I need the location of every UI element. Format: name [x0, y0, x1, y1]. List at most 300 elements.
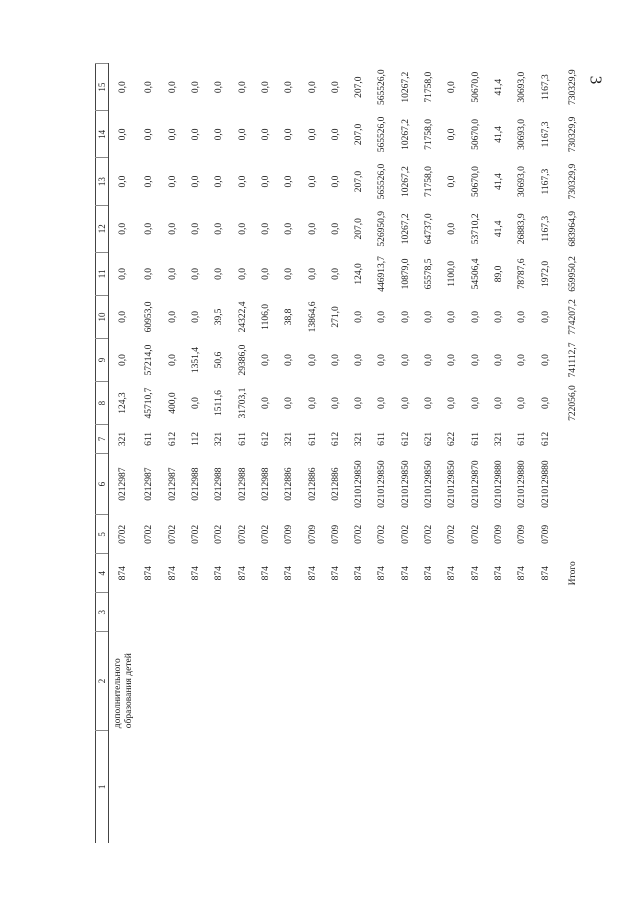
total-cell [557, 593, 585, 632]
table-cell: 0,0 [330, 397, 341, 409]
table-cell: 50,6 [214, 351, 225, 369]
table-cell: 0,0 [307, 128, 318, 141]
table-cell: 0210129880 [540, 460, 551, 508]
total-cell: 659950,2 [568, 256, 579, 292]
table-cell [441, 632, 464, 730]
table-cell: 0,0 [260, 222, 271, 235]
table-cell: 612 [167, 431, 178, 447]
table-cell: 10267,2 [400, 213, 411, 245]
table-cell: 0,0 [377, 397, 388, 409]
table-cell: 71758,0 [424, 118, 435, 150]
table-cell [231, 632, 254, 730]
table-cell: 1972,0 [540, 260, 551, 287]
table-cell: 0,0 [167, 128, 178, 141]
table-cell: 50670,0 [470, 118, 481, 150]
table-row [441, 64, 464, 844]
table-cell: 0,0 [167, 354, 178, 366]
column-header-6: 6 [96, 453, 109, 515]
table-cell [441, 593, 464, 632]
table-cell: 0,0 [237, 81, 248, 94]
table-cell: 0,0 [307, 354, 318, 366]
table-cell [231, 730, 254, 843]
page-number: 3 [586, 75, 606, 85]
table-cell: 0,0 [284, 354, 295, 366]
table-cell: 0,0 [354, 397, 365, 409]
table-cell: 0212987 [167, 467, 178, 501]
table-row [301, 64, 324, 844]
table-cell: 0212988 [190, 467, 201, 501]
table-cell: 0,0 [167, 267, 178, 280]
table-cell: 0,0 [144, 267, 155, 280]
table-cell: 0702 [470, 524, 481, 544]
table-cell: 0709 [284, 524, 295, 544]
table-cell [511, 632, 534, 730]
table-cell: 611 [470, 432, 481, 446]
table-cell: 321 [118, 431, 129, 447]
table-cell: 0,0 [517, 354, 528, 366]
table-cell [347, 593, 370, 632]
table-cell: 0702 [400, 524, 411, 544]
table-cell: 0,0 [494, 397, 504, 409]
column-header-14: 14 [96, 111, 109, 158]
table-cell [301, 593, 324, 632]
table-cell: 0,0 [260, 128, 271, 141]
table-cell: 874 [400, 566, 411, 581]
table-cell: 874 [517, 566, 528, 581]
table-cell: 0702 [167, 524, 178, 544]
table-cell: 612 [330, 431, 341, 447]
table-cell: 0212987 [118, 467, 129, 501]
table-cell: 621 [424, 431, 435, 447]
table-cell: 874 [284, 566, 295, 581]
table-cell [208, 730, 231, 843]
table-cell: 874 [377, 566, 388, 581]
table-cell [208, 593, 231, 632]
table-cell: 10267,2 [400, 118, 411, 150]
table-cell: 0702 [118, 524, 129, 544]
table-cell: 0,0 [330, 267, 341, 280]
table-cell: 271,0 [330, 306, 341, 328]
table-cell: 874 [190, 566, 201, 581]
table-cell: 1100,0 [447, 260, 458, 287]
table-cell: 0702 [447, 524, 458, 544]
table-cell: 0,0 [307, 175, 318, 188]
table-cell: 321 [494, 431, 504, 447]
table-cell: 321 [214, 431, 225, 447]
table-cell: 0,0 [307, 397, 318, 409]
table-cell: 0,0 [284, 81, 295, 94]
table-cell [534, 593, 557, 632]
table-cell: 0,0 [237, 128, 248, 141]
table-cell [254, 593, 277, 632]
table-cell: 0,0 [424, 397, 435, 409]
table-cell: 1106,0 [260, 304, 271, 330]
table-cell: 0,0 [260, 354, 271, 366]
total-label: Итого [568, 561, 579, 586]
table-cell: 0,0 [260, 175, 271, 188]
table-cell: 0,0 [190, 397, 201, 409]
table-cell: 0,0 [237, 175, 248, 188]
table-row [347, 64, 370, 844]
table-cell: 38,8 [284, 308, 295, 326]
table-cell: 39,5 [214, 308, 225, 326]
table-cell: 53710,2 [470, 213, 481, 245]
table-cell: 874 [470, 566, 481, 581]
table-cell: 0,0 [447, 128, 458, 141]
table-cell: 0,0 [144, 128, 155, 141]
table-cell [394, 593, 417, 632]
table-cell: 0,0 [118, 311, 129, 323]
table-cell: 0,0 [190, 175, 201, 188]
table-cell [278, 730, 301, 843]
table-cell: 0210129850 [447, 460, 458, 508]
table-cell: 611 [144, 432, 155, 446]
table-cell: 41,4 [494, 173, 504, 190]
total-cell [557, 453, 585, 515]
table-cell: 0,0 [540, 354, 551, 366]
table-cell: 0,0 [354, 354, 365, 366]
table-cell [161, 632, 184, 730]
table-cell [109, 593, 138, 632]
table-row [394, 64, 417, 844]
column-header-7: 7 [96, 425, 109, 454]
column-header-11: 11 [96, 252, 109, 295]
table-cell [184, 593, 207, 632]
column-header-8: 8 [96, 382, 109, 425]
table-cell: 64737,0 [424, 213, 435, 245]
table-cell: 0702 [377, 524, 388, 544]
table-row [278, 64, 301, 844]
table-row [254, 64, 277, 844]
table-cell: 1351,4 [190, 346, 201, 374]
table-cell: 1167,3 [540, 168, 551, 195]
table-cell: 26883,9 [517, 213, 528, 245]
table-cell: 0,0 [377, 311, 388, 323]
table-cell [511, 593, 534, 632]
table-cell: 0,0 [400, 354, 411, 366]
table-cell: 0,0 [330, 81, 341, 94]
table-cell: 0,0 [118, 81, 129, 94]
table-cell: 1167,3 [540, 74, 551, 101]
table-cell: 60953,0 [144, 301, 155, 333]
table-cell: 0,0 [307, 81, 318, 94]
table-cell: 112 [190, 432, 201, 446]
table-cell [231, 593, 254, 632]
table-cell: 874 [118, 566, 129, 581]
table-cell: 0,0 [424, 354, 435, 366]
table-cell: 1511,6 [214, 390, 225, 416]
table-cell: 0212988 [260, 467, 271, 501]
table-row [511, 64, 534, 844]
table-cell: 400,0 [167, 392, 178, 414]
table-cell: 874 [144, 566, 155, 581]
table-cell: 0212886 [284, 467, 295, 501]
table-cell: 0,0 [400, 311, 411, 323]
table-cell: 0709 [307, 524, 318, 544]
table-cell: 0,0 [144, 81, 155, 94]
table-cell: 78787,6 [517, 258, 528, 290]
table-cell: 611 [517, 432, 528, 446]
table-cell: 0212987 [144, 467, 155, 501]
table-cell: 611 [377, 432, 388, 446]
table-cell: 124,0 [354, 263, 365, 285]
table-cell: 874 [494, 566, 504, 581]
table-cell: 0,0 [517, 311, 528, 323]
table-cell [417, 593, 440, 632]
table-cell: 0,0 [214, 175, 225, 188]
table-cell: 0,0 [118, 267, 129, 280]
table-cell [138, 632, 161, 730]
total-cell: 730329,9 [568, 116, 579, 153]
table-cell: 41,4 [494, 220, 504, 238]
table-cell: 0702 [260, 524, 271, 544]
table-cell [184, 632, 207, 730]
table-cell [394, 730, 417, 843]
table-cell: 0,0 [214, 267, 225, 280]
table-cell: 0,0 [284, 222, 295, 235]
table-cell: 0,0 [214, 128, 225, 141]
table-header-row [96, 64, 109, 844]
table-cell [511, 730, 534, 843]
table-cell [417, 632, 440, 730]
total-cell [557, 515, 585, 554]
total-cell: 730329,9 [568, 163, 579, 200]
table-cell [278, 632, 301, 730]
table-cell: 0212988 [214, 467, 225, 501]
table-row [417, 64, 440, 844]
table-cell: 0709 [330, 524, 341, 544]
table-cell: 0,0 [307, 267, 318, 280]
table-cell: 0210129850 [377, 460, 388, 508]
table-cell: 54506,4 [470, 258, 481, 290]
table-cell: 30693,0 [517, 71, 528, 103]
column-header-12: 12 [96, 205, 109, 252]
table-cell: 0,0 [118, 128, 129, 141]
total-cell: 741112,7 [568, 342, 579, 378]
table-row [487, 64, 510, 844]
table-cell: 0,0 [424, 311, 435, 323]
table-row [138, 64, 161, 844]
table-cell [301, 632, 324, 730]
table-cell: 0702 [144, 524, 155, 544]
table-cell: 0,0 [260, 267, 271, 280]
column-header-3: 3 [96, 593, 109, 632]
table-row [371, 64, 394, 844]
total-cell: 683964,9 [568, 210, 579, 247]
table-cell [371, 593, 394, 632]
table-row [464, 64, 487, 844]
table-cell: 0,0 [260, 397, 271, 409]
table-cell: 874 [237, 566, 248, 581]
table-cell: 207,0 [354, 123, 365, 146]
total-cell: 722056,0 [568, 385, 579, 421]
table-cell: 0,0 [237, 267, 248, 280]
table-cell: 0212988 [237, 467, 248, 501]
table-cell: 0,0 [118, 175, 129, 188]
total-cell [557, 425, 585, 454]
table-cell: 0,0 [447, 222, 458, 235]
table-cell: 0,0 [190, 311, 201, 323]
table-cell: 0,0 [447, 397, 458, 409]
table-cell: 0,0 [330, 128, 341, 141]
table-cell: 0,0 [144, 175, 155, 188]
table-cell [534, 632, 557, 730]
column-header-5: 5 [96, 515, 109, 554]
table-cell [464, 593, 487, 632]
table-cell: 0,0 [190, 81, 201, 94]
table-cell: 565526,0 [377, 116, 388, 153]
table-cell: 0,0 [447, 81, 458, 94]
table-cell: 612 [400, 431, 411, 447]
table-cell: 0,0 [190, 267, 201, 280]
table-cell: 0,0 [307, 222, 318, 235]
rotated-table-frame [95, 63, 585, 843]
table-cell [371, 632, 394, 730]
table-cell: 0,0 [330, 222, 341, 235]
column-header-2: 2 [96, 632, 109, 730]
table-cell: 874 [354, 566, 365, 581]
table-cell: 0709 [517, 524, 528, 544]
table-cell: 45710,7 [144, 387, 155, 419]
table-cell: 0,0 [167, 222, 178, 235]
table-cell: 874 [330, 566, 341, 581]
table-cell: 0,0 [517, 397, 528, 409]
table-cell [161, 593, 184, 632]
total-cell [557, 632, 585, 730]
table-cell: 57214,0 [144, 344, 155, 376]
table-cell: 207,0 [354, 170, 365, 193]
table-cell [109, 730, 138, 843]
table-cell: 41,4 [494, 126, 504, 143]
table-cell: 29386,0 [237, 344, 248, 376]
table-cell: 0,0 [284, 175, 295, 188]
table-cell [254, 632, 277, 730]
table-cell: 0,0 [330, 175, 341, 188]
table-cell: 874 [424, 566, 435, 581]
table-cell [487, 730, 510, 843]
table-cell: 0702 [354, 524, 365, 544]
table-cell: 10267,2 [400, 71, 411, 103]
table-row [184, 64, 207, 844]
table-row [208, 64, 231, 844]
table-cell [464, 730, 487, 843]
table-cell: 0,0 [494, 311, 504, 323]
table-cell: 30693,0 [517, 166, 528, 198]
table-cell: 0,0 [167, 81, 178, 94]
table-cell: 0,0 [284, 397, 295, 409]
table-cell [324, 730, 347, 843]
table-cell: 71758,0 [424, 166, 435, 198]
table-cell [324, 632, 347, 730]
table-cell: 0,0 [284, 267, 295, 280]
table-body [109, 64, 586, 844]
table-cell: 0210129880 [494, 460, 504, 508]
table-cell [487, 593, 510, 632]
table-cell [301, 730, 324, 843]
column-header-1: 1 [96, 730, 109, 843]
column-header-4: 4 [96, 554, 109, 593]
column-header-9: 9 [96, 338, 109, 381]
column-header-13: 13 [96, 158, 109, 205]
table-cell: 10879,0 [400, 258, 411, 290]
table-cell: 0210129850 [400, 460, 411, 508]
table-cell: 612 [260, 431, 271, 447]
table-cell: 0702 [237, 524, 248, 544]
table-cell: 89,0 [494, 265, 504, 283]
table-cell: 0709 [540, 524, 551, 544]
table-cell: 0,0 [470, 354, 481, 366]
table-cell [464, 632, 487, 730]
table-cell [254, 730, 277, 843]
table-cell: 0212886 [307, 467, 318, 501]
table-cell [184, 730, 207, 843]
budget-table [95, 63, 585, 843]
table-cell: 611 [237, 432, 248, 446]
table-cell: 24322,4 [237, 301, 248, 333]
table-cell [441, 730, 464, 843]
table-cell: 0210129850 [354, 460, 365, 508]
table-cell [394, 632, 417, 730]
table-cell: 874 [447, 566, 458, 581]
table-cell: 0,0 [284, 128, 295, 141]
table-cell: 41,4 [494, 78, 504, 96]
table-cell: 50670,0 [470, 71, 481, 103]
table-cell [208, 632, 231, 730]
table-cell: 71758,0 [424, 71, 435, 103]
table-cell: 0,0 [354, 311, 365, 323]
table-cell [487, 632, 510, 730]
table-cell: 874 [214, 566, 225, 581]
table-cell: 0210129870 [470, 460, 481, 508]
table-cell: 0,0 [470, 397, 481, 409]
table-cell: 0210129880 [517, 460, 528, 508]
total-cell: 774207,2 [568, 299, 579, 335]
table-cell [371, 730, 394, 843]
total-cell [557, 730, 585, 843]
table-cell: 0210129850 [424, 460, 435, 508]
table-cell: 874 [307, 566, 318, 581]
table-cell: 0,0 [377, 354, 388, 366]
table-cell [347, 632, 370, 730]
table-cell: 874 [167, 566, 178, 581]
table-cell: 0,0 [167, 311, 178, 323]
table-cell: 321 [354, 431, 365, 447]
table-cell: 321 [284, 431, 295, 447]
table-row [324, 64, 347, 844]
total-row [557, 64, 585, 844]
table-cell: 446913,7 [377, 256, 388, 292]
table-cell: 565526,0 [377, 163, 388, 200]
table-cell: 0,0 [237, 222, 248, 235]
table-cell: 0702 [190, 524, 201, 544]
table-cell: 207,0 [354, 218, 365, 240]
table-cell: 0,0 [214, 81, 225, 94]
table-cell: 0,0 [167, 175, 178, 188]
table-cell: 0,0 [118, 222, 129, 235]
table-cell: 31703,1 [237, 387, 248, 419]
table-cell: 0,0 [447, 311, 458, 323]
table-cell: 0,0 [144, 222, 155, 235]
table-cell: 0,0 [260, 81, 271, 94]
table-cell [138, 593, 161, 632]
table-cell: 10267,2 [400, 166, 411, 198]
column-header-10: 10 [96, 295, 109, 338]
table-cell: 1167,3 [540, 121, 551, 148]
table-cell: 526950,9 [377, 210, 388, 247]
table-cell: 0,0 [330, 354, 341, 366]
table-cell: 50670,0 [470, 166, 481, 198]
table-cell: 0,0 [447, 175, 458, 188]
